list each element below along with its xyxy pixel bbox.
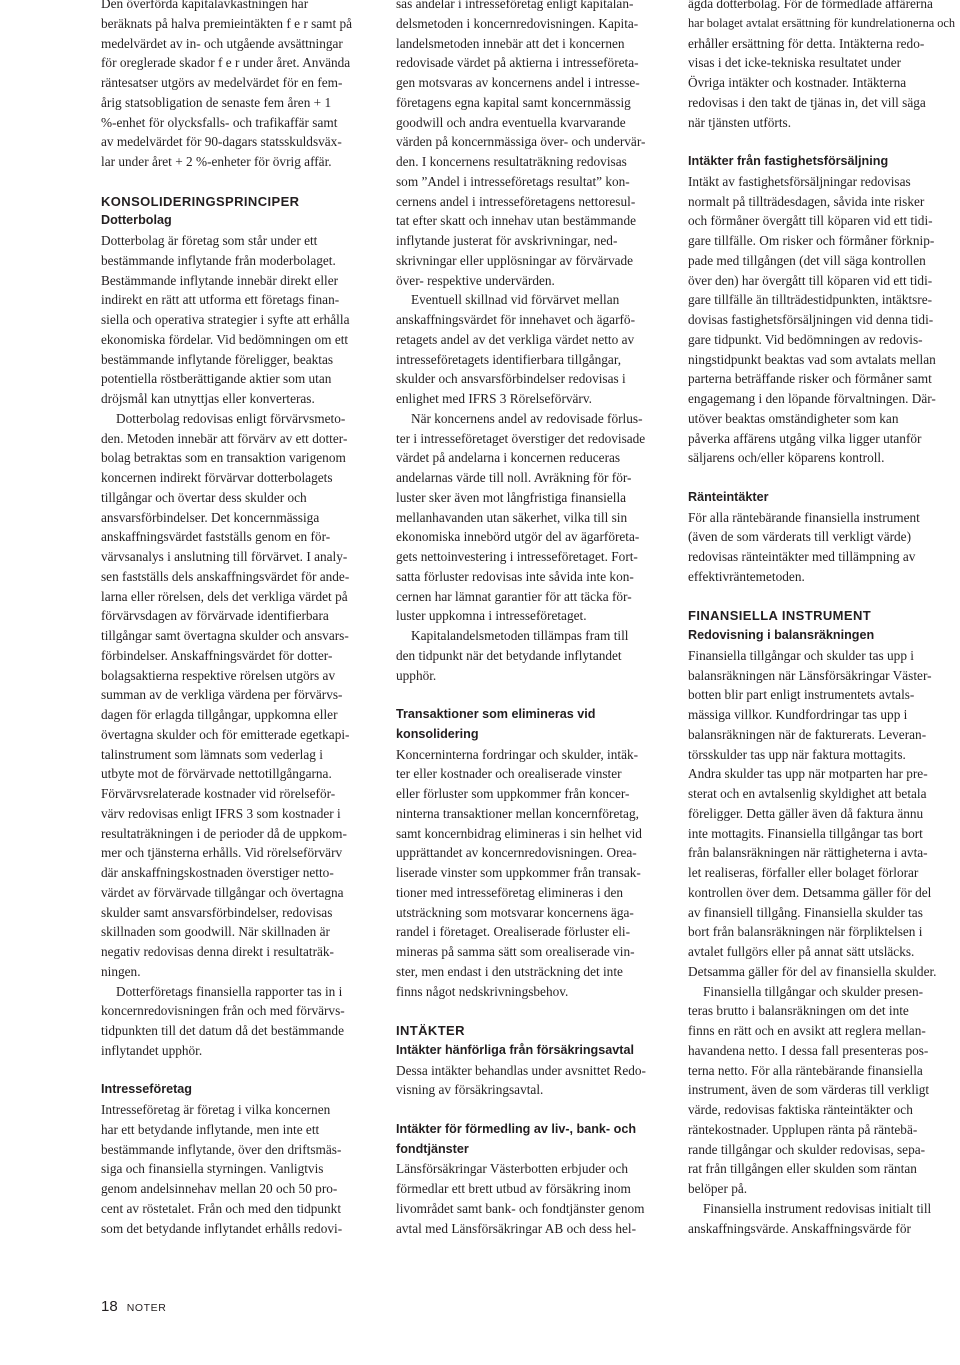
text-line: den tidpunkt när det betydande inflytandet — [396, 647, 622, 663]
paragraph — [396, 0, 666, 290]
paragraph-spacer — [101, 1061, 371, 1081]
text-line: redovisas ränteintäkter med tillämpning av — [688, 549, 916, 564]
text-line: gare tillfälle än tillträdestidpunkten, intäktsre- — [688, 292, 933, 308]
paragraph — [396, 1061, 666, 1101]
text-line: gen motsvaras av koncernens andel i intresse- — [396, 75, 640, 90]
text-line: Dotterföretags finansiella rapporter tas in i — [116, 983, 343, 999]
text-line: föreligger. Detta gäller även då faktura ännu — [688, 805, 924, 821]
paragraph — [396, 626, 666, 685]
text-line: balansräkningen när Länsförsäkringar Väster- — [688, 667, 932, 683]
text-line: negativ redovisas denna direkt i resultaträk- — [101, 944, 334, 959]
text-line: Dotterbolag är företag som står under ett — [101, 233, 318, 248]
text-line: rat från tillgången eller skulden som räntan — [688, 1161, 917, 1177]
paragraph-spacer — [396, 1001, 666, 1021]
text-line: anskaffningsvärdet för innehavet och ägarfö- — [396, 312, 635, 327]
text-line: mässiga villkor. Kundfordringar tas upp i — [688, 707, 908, 722]
paragraph-spacer — [396, 1100, 666, 1120]
text-line: värdet på andelarna i koncernen reduceras — [396, 450, 621, 466]
text-line: utsträckning som motsvarar koncernens äga- — [396, 904, 634, 920]
text-line: förvärvsdagen av förvärvade identifierbara — [101, 608, 329, 624]
text-line: liserade vinster som uppkommer från transak- — [396, 865, 641, 880]
text-line: rande tillgångar och skulder redovisas, sepa- — [688, 1141, 926, 1157]
text-line: törsskulder tas upp när faktura mottagits. — [688, 746, 906, 762]
text-line: visning av försäkringsavtal. — [396, 1082, 544, 1098]
text-line: där anskaffningskostnaden överstiger netto- — [101, 865, 334, 880]
page-number: 18 — [101, 1298, 118, 1315]
text-line: parterna beträffande risker och förmåner samt — [688, 371, 932, 387]
subsection-heading: Intäkter hänförliga från försäkringsavtal — [396, 1042, 634, 1057]
text-column-middle — [396, 0, 666, 1238]
text-line: summan av de verkliga värdena per förvärvs- — [101, 687, 343, 703]
subsection-heading: fondtjänster — [396, 1141, 469, 1156]
text-line: företagens egna kapital samt koncernmässig — [396, 94, 631, 110]
text-line: Intäkt av fastighetsförsäljningar redovisas — [688, 173, 911, 189]
text-line: resultaträkningen i de perioder då de uppkom- — [101, 825, 347, 841]
text-line: dovisas fastighetsförsäljningen vid denna tidi- — [688, 312, 934, 327]
text-line: luster uppkomna i intresseföretaget. — [396, 608, 587, 624]
text-line: ster, men endast i den utsträckning det inte — [396, 963, 623, 979]
text-line: ägda dotterbolag. För de förmedlade affärerna — [688, 0, 933, 11]
text-line: ningen. — [101, 963, 141, 979]
text-line: samt koncernbidrag elimineras i sin helhet vid — [396, 825, 642, 841]
paragraph-spacer — [688, 468, 958, 488]
text-line: retagets andel av det verkliga värdet netto av — [396, 331, 635, 347]
text-line: förbindelser. Anskaffningsvärdet för dotter- — [101, 647, 333, 663]
text-line: cent av röstetalet. Från och med den tidpunkt — [101, 1200, 342, 1216]
text-line: och förmåner övergått till köparen vid ett tidi- — [688, 213, 933, 229]
text-line: finns en rätt och en avsikt att reglera mellan- — [688, 1023, 926, 1038]
section-label: NOTER — [126, 1302, 167, 1314]
text-line: goodwill och andra eventuella kvarvarande — [396, 114, 626, 130]
text-line: ninterna transaktioner mellan koncernföretag, — [396, 805, 639, 821]
text-line: (även de som värderats till verkligt värde) — [688, 529, 912, 545]
text-line: Länsförsäkringar Västerbotten erbjuder och — [396, 1161, 628, 1177]
subsection-heading: Ränteintäkter — [688, 489, 769, 504]
text-line: värv redovisas enligt IFRS 3 som kostnader i — [101, 805, 341, 821]
text-line: över- respektive undervärden. — [396, 272, 555, 288]
text-line: satta förluster redovisas inte såvida inte kon- — [396, 568, 634, 584]
text-line: pade med tillgången (det vill säga kontrollen — [688, 252, 926, 268]
text-line: Finansiella tillgångar och skulder tas upp i — [688, 647, 915, 663]
text-line: Den överförda kapitalavkastningen har — [101, 0, 309, 11]
page-footer — [101, 1298, 166, 1315]
text-line: av medelvärdet för 90-dagars statsskuldsväx- — [101, 134, 342, 150]
text-line: potentiella röstberättigande aktier som utan — [101, 371, 332, 387]
text-line: avtal med Länsförsäkringar AB och dess hel- — [396, 1220, 637, 1236]
text-line: dagen för erlagda tillgångar, uppkomna eller — [101, 707, 338, 722]
text-line: Dessa intäkter behandlas under avsnittet Redo- — [396, 1062, 646, 1078]
text-line: belöper på. — [688, 1181, 748, 1196]
text-line: skillnaden som goodwill. När skillnaden är — [101, 924, 330, 940]
paragraph — [101, 982, 371, 1061]
text-line: cernens andel i intresseföretagens nettoresul- — [396, 193, 636, 209]
text-line: Bestämmande inflytande innebär direkt eller — [101, 272, 339, 288]
text-line: skulder och ansvarsförbindelser redovisas i — [396, 371, 626, 387]
text-line: cernen har lämnat garantier för att täcka för- — [396, 588, 632, 604]
text-line: ter i intresseföretaget överstiger det redovisade — [396, 430, 646, 446]
text-line: säljarens och/eller köparens kontroll. — [688, 450, 885, 466]
text-line: mellanhavanden utan säkerhet, vilka till sin — [396, 509, 628, 525]
text-column-left — [101, 0, 371, 1238]
text-line: Eventuell skillnad vid förvärvet mellan — [411, 292, 620, 308]
text-line: har bolaget avtalat ersättning för kundrelationerna och — [688, 15, 956, 30]
text-line: utöver beaktas omständigheter som kan — [688, 410, 899, 426]
text-line: landelsmetoden innebär att det i koncernen — [396, 35, 625, 51]
text-line: %-enhet för olycksfalls- och trafikaffär samt — [101, 114, 338, 130]
text-line: randel i företaget. Orealiserade förluster eli- — [396, 924, 631, 940]
paragraph — [396, 409, 666, 626]
text-line: För alla räntebärande finansiella instrument — [688, 509, 920, 525]
text-line: inte mottagits. Finansiella tillgångar tas bort — [688, 825, 923, 841]
text-line: Finansiella tillgångar och skulder presen- — [703, 983, 924, 999]
text-line: anskaffningsvärde. Anskaffningsvärde för — [688, 1220, 911, 1236]
subsection-heading: Redovisning i balansräkningen — [688, 628, 875, 642]
text-line: botten blir part enligt instrumentets avtals- — [688, 687, 915, 703]
text-line: redovisas i den takt de tjänas in, det vill säga — [688, 94, 926, 110]
text-line: inflytandet upphör. — [101, 1042, 203, 1058]
subsection-heading: Intäkter från fastighetsförsäljning — [688, 154, 889, 168]
subsection-heading: Intresseföretag — [101, 1082, 192, 1097]
text-line: som det betydande inflytandet erhålls redovi- — [101, 1220, 343, 1236]
text-line: värvsanalys i anslutning till förvärvet. I analy- — [101, 549, 348, 564]
paragraph — [688, 646, 958, 982]
text-line: gare tillfälle. Om risker och förmåner förknip- — [688, 233, 935, 248]
text-line: Andra skulder tas upp när motparten har pre- — [688, 766, 928, 782]
text-line: som ”Andel i intresseföretags resultat” kon- — [396, 173, 630, 189]
subsection-heading: konsolidering — [396, 726, 479, 741]
text-line: luster sker även mot långfristiga finansiella — [396, 489, 627, 505]
paragraph — [101, 1100, 371, 1238]
text-line: ningstidpunkt beaktas vad som avtalats mellan — [688, 351, 936, 367]
paragraph-spacer — [101, 172, 371, 192]
text-line: skulder samt ansvarsförbindelser, redovisas — [101, 904, 333, 920]
text-line: Kapitalandelsmetoden tillämpas fram till — [411, 628, 629, 643]
subsection-heading: Intäkter för förmedling av liv-, bank- och — [396, 1121, 637, 1136]
text-line: koncernen indirekt förvärvar dotterbolagets — [101, 470, 333, 485]
text-line: larna eller rörelsen, dels det verkliga värdet på — [101, 588, 348, 604]
text-line: beräknats på halva premieintäkten f e r samt på — [101, 15, 353, 31]
section-heading: INTÄKTER — [396, 1023, 465, 1038]
text-line: let realiseras, förfaller eller bolaget förlorar — [688, 865, 919, 880]
text-line: sen fastställs dels anskaffningsvärdet för ande- — [101, 568, 350, 584]
text-line: redovisade värdet på aktierna i intresseföreta- — [396, 55, 639, 71]
text-line: anskaffningsvärdet fastställs genom en för- — [101, 529, 331, 545]
text-line: medelvärdet av in- och utgående avsättningar — [101, 35, 343, 51]
text-line: bolagsaktierna respektive rörelsen utgörs av — [101, 667, 336, 683]
text-line: indirekt en rätt att utforma ett företags finan- — [101, 292, 340, 308]
paragraph — [396, 745, 666, 1002]
text-line: årig statsobligation de senaste fem åren + 1 — [101, 94, 332, 110]
text-column-right — [688, 0, 958, 1238]
text-line: från balansräkningen när rättigheterna i avta- — [688, 845, 928, 861]
text-line: talinstrument som lämnats som vederlag i — [101, 746, 323, 762]
subsection-heading: Dotterbolag — [101, 213, 172, 228]
text-line: värde, redovisas faktiska ränteintäkter och — [688, 1102, 913, 1117]
text-line: förmedlar ett brett utbud av försäkring inom — [396, 1181, 631, 1196]
text-line: genom andelsinnehav mellan 20 och 50 pro- — [101, 1181, 338, 1196]
text-line: terna netto. För alla räntebärande finansiella — [688, 1062, 923, 1078]
text-line: effektivräntemetoden. — [688, 568, 805, 584]
text-line: när tjänsten utförts. — [688, 114, 792, 130]
paragraph — [688, 982, 958, 1199]
text-line: Finansiella instrument redovisas initialt till — [703, 1200, 932, 1216]
paragraph — [688, 172, 958, 468]
text-line: siella och operativa strategier i syfte att erhålla — [101, 312, 350, 327]
text-line: sterat och en avtalsenlig skyldighet att betala — [688, 786, 927, 801]
text-line: bestämmande inflytande från moderbolaget. — [101, 252, 336, 268]
text-line: tidpunkten till det datum då det bestämmande — [101, 1023, 344, 1038]
text-line: erhåller ersättning för detta. Intäkterna redo- — [688, 35, 925, 51]
text-line: finns något nedskrivningsbehov. — [396, 983, 569, 999]
text-line: tillgångar samt övertagna skulder och ansvars- — [101, 628, 349, 643]
text-line: bolag betraktas som en transaktion varigenom — [101, 450, 346, 466]
text-line: sas andelar i intresseföretag enligt kapitalan- — [396, 0, 634, 11]
text-line: värden på koncernmässiga över- och undervär- — [396, 134, 646, 150]
text-line: mer och tjänsterna erhålls. Vid rörelseförvärv — [101, 845, 343, 861]
text-line: övertagna skulder och för emitterade egetkapi- — [101, 726, 350, 742]
paragraph — [688, 508, 958, 587]
text-line: Koncerninterna fordringar och skulder, intäk- — [396, 746, 639, 762]
text-line: tillgångar och övertar dess skulder och — [101, 489, 307, 505]
text-line: teras brutto i balansräkningen om det inte — [688, 1003, 909, 1019]
text-line: räntekostnader. Upplupen ränta på räntebä- — [688, 1121, 918, 1137]
text-line: räntesatser utgörs av medelvärdet för en fem- — [101, 75, 343, 90]
text-line: Detsamma gäller för del av finansiella skulder. — [688, 963, 937, 979]
text-line: mineras på samma sätt som orealiserade vin- — [396, 944, 635, 959]
text-line: Förvärvsrelaterade kostnader vid rörelseför- — [101, 786, 336, 801]
text-line: koncernredovisningen från och med förvärvs- — [101, 1003, 345, 1019]
text-line: balansräkningen när de fakturerats. Leveran- — [688, 726, 927, 742]
text-line: av finansiell tillgång. Finansiella skulder tas — [688, 904, 923, 920]
text-line: Övriga intäkter och kostnader. Intäkterna — [688, 75, 907, 90]
text-line: ter eller kostnader och orealiserade vinster — [396, 766, 622, 782]
text-line: upphör. — [396, 667, 437, 683]
section-heading: FINANSIELLA INSTRUMENT — [688, 608, 872, 624]
text-line: enlighet med IFRS 3 Rörelseförvärv. — [396, 391, 592, 406]
text-line: påverka affärens utgång vilka ligger utanför — [688, 430, 922, 446]
text-line: ansvarsförbindelser. Det koncernmässiga — [101, 509, 320, 525]
text-line: havandena netto. I dessa fall presenteras pos- — [688, 1042, 929, 1058]
text-line: engagemang i den löpande förvaltningen. Där- — [688, 391, 936, 406]
text-line: dröjsmål kan utnyttjas eller konverteras. — [101, 391, 315, 406]
text-line: delsmetoden i koncernredovisningen. Kapita- — [396, 15, 639, 31]
paragraph — [396, 290, 666, 409]
text-line: tat efter skatt och innehav utan bestämmande — [396, 213, 636, 229]
text-line: utbyte mot de förvärvade nettotillgångarna. — [101, 766, 332, 782]
text-line: den. I koncernens resultaträkning redovisas — [396, 154, 627, 169]
text-line: bestämmande inflytande, över den driftsmäs- — [101, 1141, 342, 1157]
text-line: gets nettoinvestering i intresseföretaget. Fort- — [396, 549, 638, 564]
text-line: över den) har övergått till köparen vid ett tidi- — [688, 272, 933, 288]
text-line: Dotterbolag redovisas enligt förvärvsmeto- — [116, 410, 346, 426]
text-line: värdet av förvärvade tillgångar och övertagna — [101, 884, 344, 900]
text-line: lar under året + 2 %-enheter för övrig affär. — [101, 154, 332, 169]
text-line: skrivningar eller upplösningar av förvärvade — [396, 252, 634, 268]
paragraph-spacer — [396, 685, 666, 705]
paragraph — [688, 0, 958, 132]
text-line: gare tidpunkt. Vid bedömningen av redovis- — [688, 331, 923, 347]
paragraph — [396, 1159, 666, 1238]
subsection-heading: Transaktioner som elimineras vid — [396, 707, 596, 721]
text-line: avtalet fullgörs eller på annat sätt utsläcks. — [688, 944, 915, 959]
text-line: kontrollen över dem. Detsamma gäller för del — [688, 884, 932, 900]
text-line: instrument, även de som värderas till verkligt — [688, 1082, 930, 1098]
text-line: eller förluster som uppkommer från koncer- — [396, 786, 630, 801]
text-line: inflytande justerat för avskrivningar, ned- — [396, 233, 618, 248]
text-line: ekonomiska fördelar. Vid bedömningen om ett — [101, 331, 349, 347]
text-line: visas i det icke-tekniska resultatet under — [688, 55, 902, 71]
text-line: har ett betydande inflytande, men inte ett — [101, 1121, 320, 1137]
paragraph-spacer — [688, 587, 958, 607]
text-line: tioner med intresseföretag elimineras i den — [396, 884, 624, 900]
text-line: andelarnas värde till noll. Avräkning för för- — [396, 470, 632, 485]
paragraph — [688, 1199, 958, 1239]
paragraph — [101, 409, 371, 982]
paragraph — [101, 231, 371, 409]
section-heading: KONSOLIDERINGSPRINCIPER — [101, 193, 300, 209]
text-line: normalt på tillträdesdagen, såvida inte risker — [688, 193, 925, 209]
text-line: intresseföretagets identifierbara tillgångar, — [396, 351, 622, 367]
paragraph-spacer — [688, 132, 958, 152]
text-line: Intresseföretag är företag i vilka koncernen — [101, 1102, 331, 1117]
paragraph — [101, 0, 371, 172]
text-line: livområdet samt bank- och fondtjänster genom — [396, 1200, 645, 1216]
text-line: siga och finansiella styrningen. Vanligtvis — [101, 1161, 324, 1177]
text-line: ekonomiska innebörd utgör del av ägarföreta- — [396, 529, 640, 545]
text-line: för oreglerade skador f e r under året. Använda — [101, 55, 351, 71]
text-line: den. Metoden innebär att förvärv av ett dotter- — [101, 430, 348, 446]
text-line: upprättandet av koncernredovisningen. Orea- — [396, 845, 637, 861]
text-line: När koncernens andel av redovisade förlus- — [411, 410, 643, 426]
text-line: bort från balansräkningen när förpliktelsen i — [688, 924, 923, 940]
text-line: bestämmande inflytande föreligger, beaktas — [101, 351, 334, 367]
